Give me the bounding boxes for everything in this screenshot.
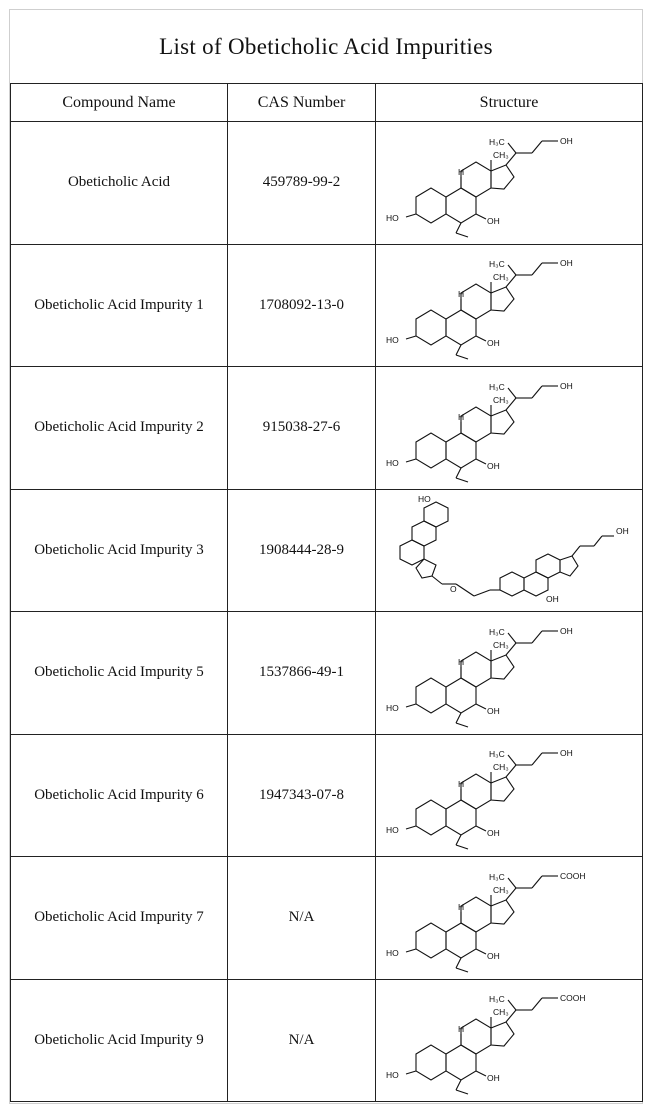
- structure-atom-label: OH: [487, 1073, 500, 1084]
- structure-atom-label: OH: [487, 705, 500, 716]
- cas-number-cell: N/A: [228, 857, 376, 980]
- table-row: [11, 979, 643, 1102]
- structure-atom-label: OH: [487, 338, 500, 349]
- structure-atom-label: H: [458, 901, 465, 912]
- steroid-bile-acid-structure-icon: [384, 372, 634, 484]
- structure-atom-label: COOH: [560, 993, 586, 1004]
- structure-atom-label: OH: [546, 594, 559, 605]
- page-title: List of Obeticholic Acid Impurities: [159, 33, 493, 59]
- steroid-bile-acid-structure-icon: [384, 249, 634, 361]
- compound-name-cell: Obeticholic Acid Impurity 1: [11, 244, 228, 367]
- structure-atom-label: OH: [560, 135, 573, 146]
- structure-atom-label: H: [458, 166, 465, 177]
- structure-atom-label: CH₃: [493, 149, 509, 160]
- cas-number-cell: 1537866-49-1: [228, 612, 376, 735]
- structure-atom-label: OH: [487, 460, 500, 471]
- structure-atom-label: H: [458, 779, 465, 790]
- compound-name-cell: Obeticholic Acid Impurity 2: [11, 367, 228, 490]
- structure-atom-label: H₃C: [489, 259, 505, 270]
- steroid-bile-acid-structure-icon: [384, 127, 634, 239]
- structure-atom-label: CH₃: [493, 1007, 509, 1018]
- compound-name-cell: Obeticholic Acid Impurity 6: [11, 734, 228, 857]
- structure-atom-label: HO: [386, 212, 399, 223]
- structure-atom-label: HO: [386, 947, 399, 958]
- compound-name-cell: Obeticholic Acid Impurity 7: [11, 857, 228, 980]
- structure-atom-label: H: [458, 289, 465, 300]
- table-row: [11, 367, 643, 490]
- table-row: [11, 857, 643, 980]
- structure-atom-label: CH₃: [493, 394, 509, 405]
- structure-atom-label: OH: [560, 380, 573, 391]
- table-row: [11, 734, 643, 857]
- table-row: [11, 489, 643, 612]
- structure-atom-label: H₃C: [489, 626, 505, 637]
- structure-atom-label: HO: [386, 457, 399, 468]
- compound-name-cell: Obeticholic Acid Impurity 9: [11, 979, 228, 1102]
- structure-atom-label: OH: [487, 950, 500, 961]
- structure-atom-label: HO: [386, 335, 399, 346]
- structure-cell: [376, 612, 643, 735]
- steroid-alcohol-structure-icon: [384, 617, 634, 729]
- compound-name-cell: Obeticholic Acid Impurity 5: [11, 612, 228, 735]
- structure-atom-label: HO: [386, 1070, 399, 1081]
- structure-atom-label: H: [458, 1024, 465, 1035]
- structure-atom-label: HO: [418, 494, 431, 505]
- cas-number-cell: 1708092-13-0: [228, 244, 376, 367]
- structure-atom-label: H: [458, 411, 465, 422]
- structure-atom-label: CH₃: [493, 884, 509, 895]
- structure-cell: [376, 244, 643, 367]
- structure-atom-label: OH: [560, 748, 573, 759]
- cas-number-cell: 459789-99-2: [228, 122, 376, 245]
- structure-atom-label: OH: [616, 526, 629, 537]
- compound-name-cell: Obeticholic Acid Impurity 3: [11, 489, 228, 612]
- structure-atom-label: CH₃: [493, 639, 509, 650]
- structure-atom-label: OH: [487, 828, 500, 839]
- steroid-cooh-structure-icon: [384, 862, 634, 974]
- header-cas-number: CAS Number: [228, 84, 376, 122]
- structure-cell: [376, 367, 643, 490]
- cas-number-cell: 915038-27-6: [228, 367, 376, 490]
- structure-cell: [376, 734, 643, 857]
- structure-cell: [376, 489, 643, 612]
- impurities-table: [10, 83, 643, 1102]
- structure-atom-label: O: [450, 584, 457, 595]
- header-compound-name: Compound Name: [11, 84, 228, 122]
- structure-cell: [376, 979, 643, 1102]
- structure-cell: [376, 122, 643, 245]
- structure-atom-label: OH: [487, 215, 500, 226]
- cas-number-cell: N/A: [228, 979, 376, 1102]
- structure-atom-label: H₃C: [489, 381, 505, 392]
- table-row: [11, 122, 643, 245]
- structure-atom-label: H: [458, 656, 465, 667]
- table-header-row: [11, 84, 643, 122]
- structure-atom-label: H₃C: [489, 749, 505, 760]
- document-sheet: [9, 9, 643, 1104]
- structure-atom-label: HO: [386, 825, 399, 836]
- structure-atom-label: H₃C: [489, 994, 505, 1005]
- structure-atom-label: CH₃: [493, 272, 509, 283]
- structure-atom-label: CH₃: [493, 762, 509, 773]
- header-structure: Structure: [376, 84, 643, 122]
- structure-atom-label: H₃C: [489, 871, 505, 882]
- structure-cell: [376, 857, 643, 980]
- table-row: [11, 244, 643, 367]
- table-row: [11, 612, 643, 735]
- structure-atom-label: OH: [560, 625, 573, 636]
- cas-number-cell: 1908444-28-9: [228, 489, 376, 612]
- structure-atom-label: HO: [386, 702, 399, 713]
- compound-name-cell: Obeticholic Acid: [11, 122, 228, 245]
- steroid-dimer-ester-structure-icon: [384, 494, 634, 606]
- steroid-ethylidene-structure-icon: [384, 739, 634, 851]
- steroid-cooh-structure-icon: [384, 984, 634, 1096]
- structure-atom-label: OH: [560, 258, 573, 269]
- structure-atom-label: COOH: [560, 870, 586, 881]
- structure-atom-label: H₃C: [489, 136, 505, 147]
- cas-number-cell: 1947343-07-8: [228, 734, 376, 857]
